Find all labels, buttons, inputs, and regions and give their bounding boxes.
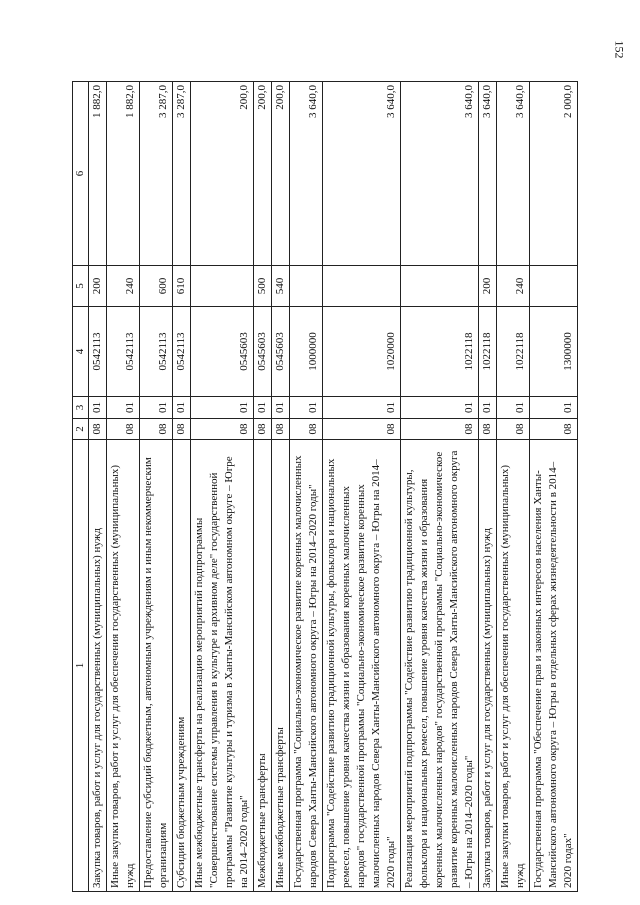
row-subsection-cell: 01 — [401, 397, 479, 419]
row-section-cell: 08 — [497, 419, 530, 440]
row-subsection-cell: 01 — [140, 397, 173, 419]
row-target-article-cell: 0542113 — [107, 307, 140, 397]
row-section-cell: 08 — [173, 419, 191, 440]
row-section-cell: 08 — [107, 419, 140, 440]
row-expense-type-cell: 240 — [497, 266, 530, 307]
header-col-2: 2 — [73, 419, 89, 440]
row-amount-cell: 1 882,0 — [89, 82, 107, 266]
header-col-6: 6 — [73, 82, 89, 266]
row-amount-cell: 1 882,0 — [107, 82, 140, 266]
table-row — [140, 82, 173, 892]
row-name-cell: Предоставление субсидий бюджетным, автономным учреждениям и иным некоммерческим организациям — [140, 440, 173, 892]
table-body — [89, 82, 578, 892]
row-section-cell: 08 — [323, 419, 401, 440]
header-col-3: 3 — [73, 397, 89, 419]
row-name-cell: Государственная программа "Обеспечение прав и законных интересов населения Ханты-Мансийского автономного округа – Югры в отдельных сферах жизнедеятельности в 2014–2020 годах" — [530, 440, 578, 892]
table-row — [323, 82, 401, 892]
row-section-cell: 08 — [290, 419, 323, 440]
row-expense-type-cell: 240 — [107, 266, 140, 307]
row-name-cell: Межбюджетные трансферты — [254, 440, 272, 892]
row-amount-cell: 3 287,0 — [140, 82, 173, 266]
row-section-cell: 08 — [530, 419, 578, 440]
row-name-cell: Субсидии бюджетным учреждениям — [173, 440, 191, 892]
row-amount-cell: 2 000,0 — [530, 82, 578, 266]
row-amount-cell: 200,0 — [272, 82, 290, 266]
row-target-article-cell: 0542113 — [140, 307, 173, 397]
row-name-cell: Государственная программа "Социально-экономическое развитие коренных малочисленных народов Севера Ханты-Мансийского автономного округа – Югры на 2014–2020 годы" — [290, 440, 323, 892]
row-target-article-cell: 1000000 — [290, 307, 323, 397]
row-target-article-cell: 0545603 — [254, 307, 272, 397]
table-row — [89, 82, 107, 892]
row-section-cell: 08 — [89, 419, 107, 440]
row-section-cell: 08 — [254, 419, 272, 440]
row-target-article-cell: 0545603 — [272, 307, 290, 397]
row-target-article-cell: 1020000 — [323, 307, 401, 397]
row-target-article-cell: 1022118 — [479, 307, 497, 397]
row-target-article-cell: 1022118 — [497, 307, 530, 397]
row-name-cell: Иные межбюджетные трансферты — [272, 440, 290, 892]
row-amount-cell: 200,0 — [191, 82, 254, 266]
row-name-cell: Иные межбюджетные трансферты на реализацию мероприятий подпрограммы "Совершенствование системы управления в культуре и архивном деле" государственной программы "Развитие культуры и туризма в Ханты-Мансийском автономном округе – Югре на 2014–2020 годы" — [191, 440, 254, 892]
table-row — [191, 82, 254, 892]
header-col-4: 4 — [73, 307, 89, 397]
row-subsection-cell: 01 — [173, 397, 191, 419]
table-header-row — [73, 82, 89, 892]
row-name-cell: Иные закупки товаров, работ и услуг для обеспечения государственных (муниципальных) нужд — [107, 440, 140, 892]
row-expense-type-cell — [530, 266, 578, 307]
rotated-page-content — [72, 82, 612, 892]
table-row — [479, 82, 497, 892]
row-amount-cell: 3 640,0 — [323, 82, 401, 266]
row-target-article-cell: 0545603 — [191, 307, 254, 397]
row-expense-type-cell: 500 — [254, 266, 272, 307]
header-col-5: 5 — [73, 266, 89, 307]
row-name-cell: Иные закупки товаров, работ и услуг для обеспечения государственных (муниципальных) нужд — [497, 440, 530, 892]
table-row — [530, 82, 578, 892]
rotated-table-container — [72, 82, 612, 892]
row-expense-type-cell: 200 — [89, 266, 107, 307]
row-subsection-cell: 01 — [530, 397, 578, 419]
table-row — [272, 82, 290, 892]
row-expense-type-cell: 600 — [140, 266, 173, 307]
row-section-cell: 08 — [479, 419, 497, 440]
row-name-cell: Подпрограмма "Содействие развитию традиционной культуры, фольклора и национальных ремесел, повышение уровня качества жизни и образования коренных малочисленных народов" государственной программы "Социально-экономическое развитие коренных малочисленных народов Севера Ханты-Мансийского автономного округа – Югры на 2014–2020 годы" — [323, 440, 401, 892]
row-subsection-cell: 01 — [497, 397, 530, 419]
row-expense-type-cell — [290, 266, 323, 307]
row-amount-cell: 3 640,0 — [479, 82, 497, 266]
row-amount-cell: 200,0 — [254, 82, 272, 266]
row-name-cell: Реализация мероприятий подпрограммы "Содействие развитию традиционной культуры, фольклора и национальных ремесел, повышение уровня качества жизни и образования коренных малочисленных народов" государственной программы "Социально-экономическое развитие коренных малочисленных народов Севера Ханты-Мансийского автономного округа – Югры на 2014–2020 годы" — [401, 440, 479, 892]
row-expense-type-cell — [323, 266, 401, 307]
table-row — [254, 82, 272, 892]
row-target-article-cell: 0542113 — [173, 307, 191, 397]
row-expense-type-cell: 540 — [272, 266, 290, 307]
row-section-cell: 08 — [272, 419, 290, 440]
row-subsection-cell: 01 — [107, 397, 140, 419]
header-col-1: 1 — [73, 440, 89, 892]
row-section-cell: 08 — [191, 419, 254, 440]
row-expense-type-cell: 610 — [173, 266, 191, 307]
table-row — [497, 82, 530, 892]
row-amount-cell: 3 640,0 — [290, 82, 323, 266]
row-amount-cell: 3 640,0 — [497, 82, 530, 266]
budget-table — [72, 81, 578, 892]
page-number: 152 — [612, 40, 627, 59]
row-name-cell: Закупка товаров, работ и услуг для государственных (муниципальных) нужд — [479, 440, 497, 892]
row-amount-cell: 3 640,0 — [401, 82, 479, 266]
row-section-cell: 08 — [401, 419, 479, 440]
row-target-article-cell: 1300000 — [530, 307, 578, 397]
row-subsection-cell: 01 — [290, 397, 323, 419]
table-row — [173, 82, 191, 892]
row-expense-type-cell: 200 — [479, 266, 497, 307]
row-section-cell: 08 — [140, 419, 173, 440]
row-expense-type-cell — [191, 266, 254, 307]
row-target-article-cell: 0542113 — [89, 307, 107, 397]
table-row — [107, 82, 140, 892]
row-subsection-cell: 01 — [89, 397, 107, 419]
row-subsection-cell: 01 — [254, 397, 272, 419]
row-amount-cell: 3 287,0 — [173, 82, 191, 266]
row-subsection-cell: 01 — [323, 397, 401, 419]
table-row — [290, 82, 323, 892]
table-row — [401, 82, 479, 892]
row-subsection-cell: 01 — [191, 397, 254, 419]
row-subsection-cell: 01 — [272, 397, 290, 419]
row-name-cell: Закупка товаров, работ и услуг для государственных (муниципальных) нужд — [89, 440, 107, 892]
row-target-article-cell: 1022118 — [401, 307, 479, 397]
row-expense-type-cell — [401, 266, 479, 307]
row-subsection-cell: 01 — [479, 397, 497, 419]
